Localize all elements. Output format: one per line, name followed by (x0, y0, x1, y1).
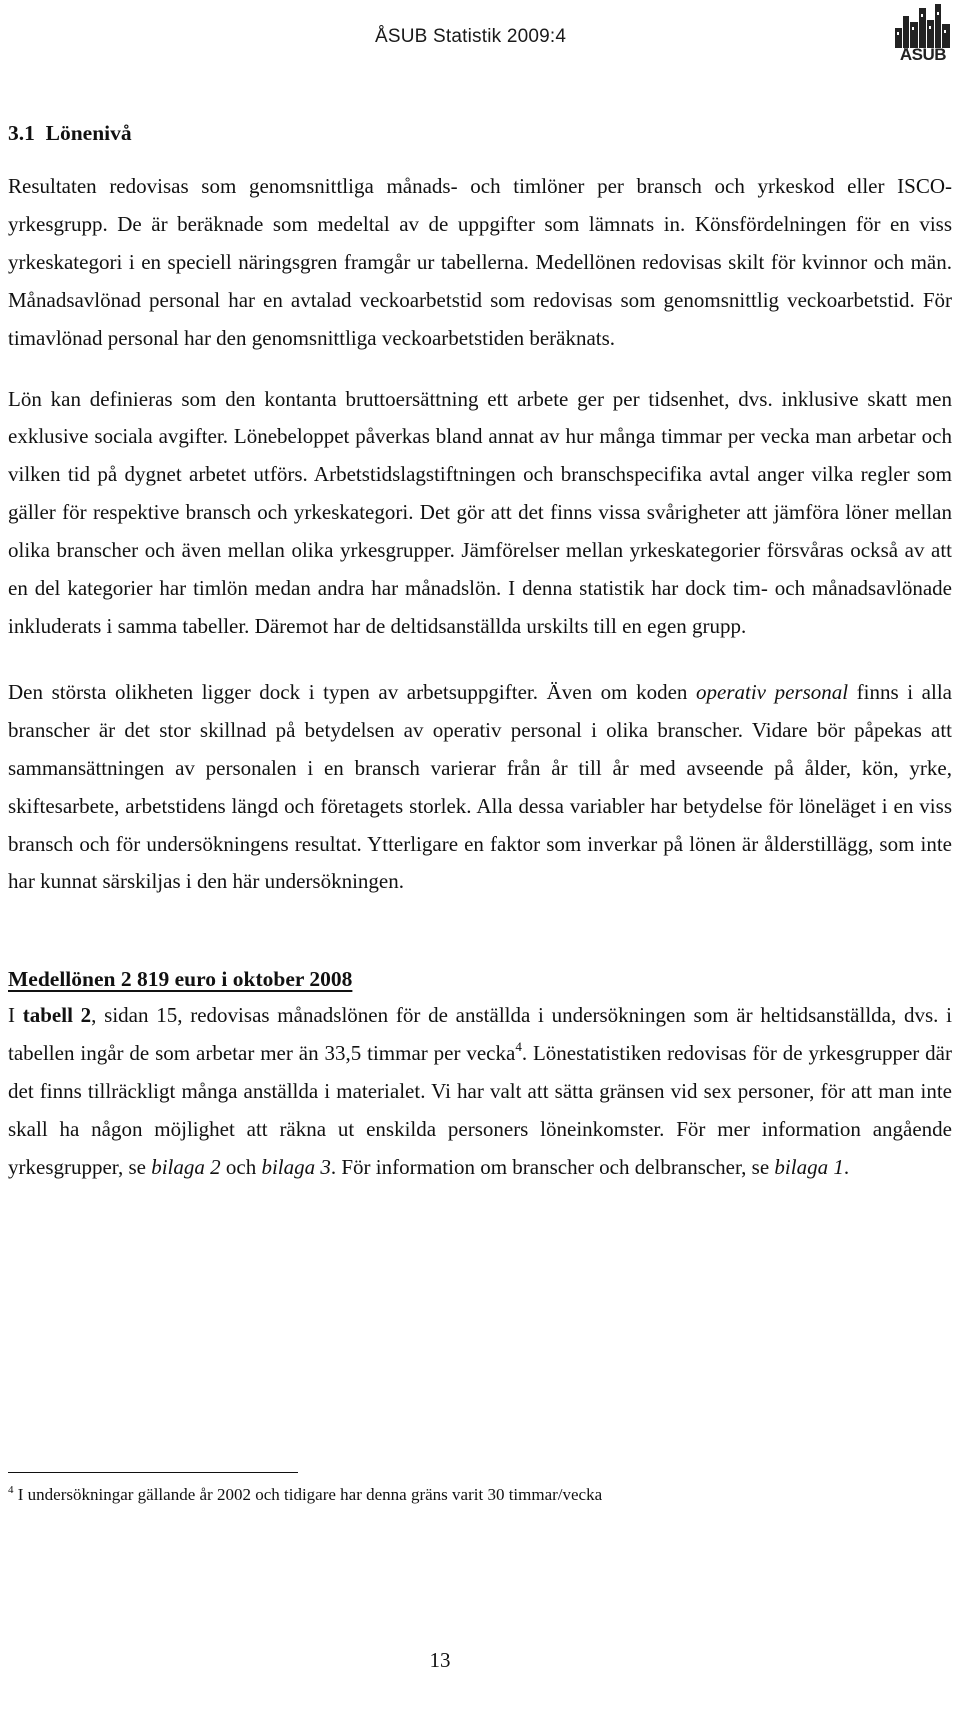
footnote-text: I undersökningar gällande år 2002 och tidigare har denna gräns varit 30 timmar/vecka (13, 1485, 603, 1504)
skyline-icon (893, 2, 953, 48)
subsection-heading: Medellönen 2 819 euro i oktober 2008 (8, 967, 353, 992)
paragraph-3 (8, 674, 952, 901)
paragraph-1: Resultaten redovisas som genomsnittliga månads- och timlöner per bransch och yrkeskod eller ISCO-yrkesgrupp. De är beräknade som medeltal av de uppgifter som lämnats in. Könsfördelningen för en viss yrkeskategori i en speciell näringsgren framgår ur tabellerna. Medellönen redovisas skilt för kvinnor och män. Månadsavlönad personal har en avtalad veckoarbetstid som redovisas som genomsnittlig veckoarbetstid. För timavlönad personal har den genomsnittliga veckoarbetstiden beräknats. (8, 174, 952, 350)
page-header (0, 0, 960, 80)
paragraph-4-and: och (220, 1154, 262, 1179)
footnote-marker: 4 (515, 1039, 522, 1055)
paragraph-4-end: . (843, 1154, 850, 1179)
footnote-number: 4 (8, 1484, 14, 1496)
paragraph-4-text2: . Lönestatistiken redovisas för de yrkesgrupper där det finns tillräckligt många anställda i materialet. Vi har valt att sätta gränsen vid sex personer, för att man inte skall ha någon möjlighet att räkna ut enskilda personers löneinkomster. För mer information angående yrkesgrupper, se (8, 1041, 952, 1179)
paragraph-4-text3: . För information om branscher och delbranscher, se (330, 1154, 775, 1179)
asub-logo (893, 2, 953, 64)
page-number: 13 (429, 1648, 451, 1672)
section-heading (8, 118, 952, 148)
paragraph-4-intro: I (8, 1003, 23, 1028)
appendix-reference-2: bilaga 2 (151, 1154, 221, 1179)
logo-text: ÅSUB (899, 45, 947, 64)
paragraph-4-text1: , sidan 15, redovisas månadslönen för de anställda i undersökningen som är heltidsanställda, dvs. i tabellen ingår de som arbetar mer än 33,5 timmar per vecka (8, 1003, 952, 1066)
table-reference: tabell 2 (22, 1003, 92, 1028)
paragraph-2: Lön kan definieras som den kontanta bruttoersättning ett arbete ger per tidsenhet, dvs. inklusive skatt men exklusive sociala avgifter. Lönebeloppet påverkas bland annat av hur många timmar per vecka man arbetar och vilken tid på dygnet arbetet utförs. Arbetstidslagstiftningen och branschspecifika avtal anger vilka regler som gäller för respektive bransch och yrkeskategori. Det gör att det finns vissa svårigheter att jämföra löner mellan olika branscher och även mellan olika yrkesgrupper. Jämförelser mellan yrkeskategorier försvåras också av att en del kategorier har timlön medan andra har månadslön. I denna statistik har dock tim- och månadsavlönade inkluderats i samma tabeller. Däremot har de deltidsanställda urskilts till en egen grupp. (8, 386, 952, 638)
appendix-reference-3: bilaga 3 (261, 1154, 331, 1179)
paragraph-3-part1: Den största olikheten ligger dock i typen av arbetsuppgifter. Även om koden (8, 679, 696, 704)
section-title: Lönenivå (45, 121, 132, 145)
header-title: ÅSUB Statistik 2009:4 (375, 26, 567, 47)
section-number: 3.1 (8, 121, 35, 145)
footnote-divider (8, 1472, 298, 1473)
paragraph-3-part2: finns i alla branscher är det stor skillnad på betydelsen av operativ personal i olika branscher. Vidare bör påpekas att sammansättningen av personalen i en bransch varierar från år till år med avseende på ålder, kön, yrke, skiftesarbete, arbetstidens längd och företagets storlek. Alla dessa variabler har betydelse för löneläget i en viss bransch och för undersökningens resultat. Ytterligare en faktor som inverkar på lönen är ålderstillägg, som inte har kunnat särskiljas i den här undersökningen. (8, 679, 952, 894)
appendix-reference-1: bilaga 1 (774, 1154, 844, 1179)
paragraph-4 (8, 997, 952, 1187)
footnote (8, 1483, 602, 1507)
paragraph-3-italic: operativ personal (696, 679, 849, 704)
page-content (8, 118, 952, 1187)
